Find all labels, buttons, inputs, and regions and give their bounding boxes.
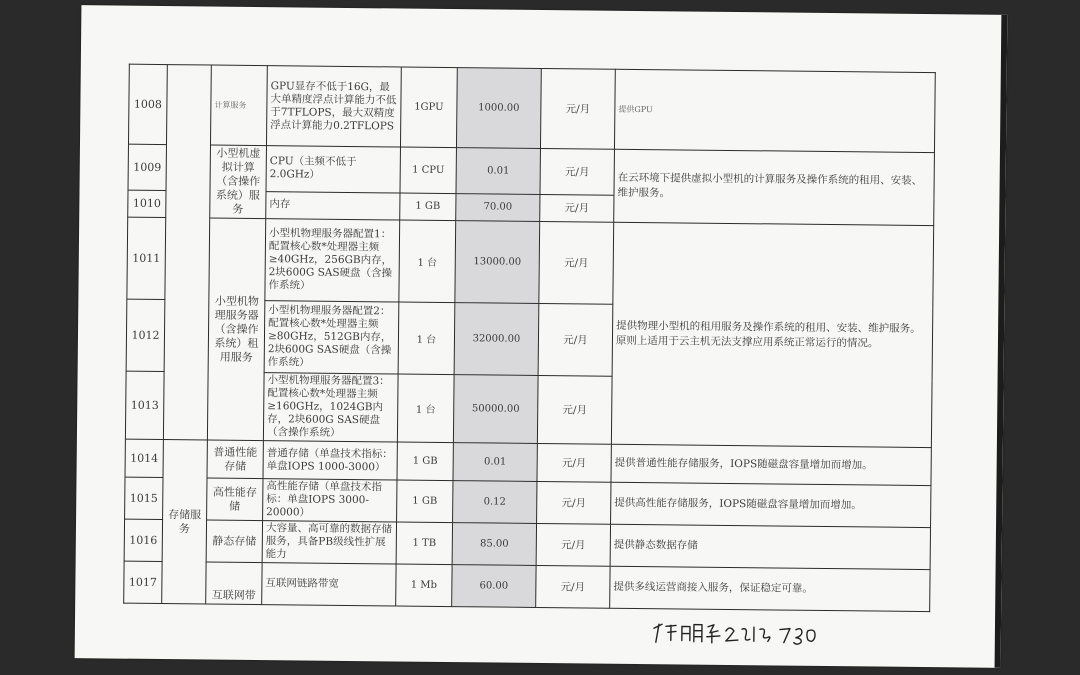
price-cell: 85.00 [452,523,536,566]
unit-cell: 元/月 [537,481,611,524]
spec-cell: 小型机物理服务器配置3：配置核心数*处理器主频≥160GHz，1024GB内存，2块600G SAS硬盘（含操作系统） [263,373,398,442]
unit-cell: 元/月 [540,148,614,194]
spec-cell: 高性能存储（单盘技术指标：单盘IOPS 3000-20000） [263,479,397,522]
spec-cell: CPU（主频不低于2.0GHz） [266,146,400,193]
spec-cell: 内存 [266,191,400,220]
subcategory-cell: 普通性能存储 [207,440,263,479]
description-cell: 提供GPU [614,69,935,152]
quantity-cell: 1 TB [396,522,452,565]
row-id: 1014 [125,439,163,477]
row-id: 1009 [128,144,166,190]
subcategory-cell: 互联网带 [206,562,262,605]
unit-cell: 元/月 [540,194,614,222]
table-row [124,561,930,611]
quantity-cell: 1 CPU [400,147,456,193]
quantity-cell: 1 GB [397,480,453,523]
unit-cell: 元/月 [536,523,610,566]
price-cell: 0.01 [453,443,537,482]
price-cell: 50000.00 [453,375,538,444]
scanned-document-page [75,5,1008,668]
quantity-cell: 1 台 [399,220,456,303]
spec-cell: 小型机物理服务器配置1：配置核心数*处理器主频≥40GHz，256GB内存，2块600G SAS硬盘（含操作系统） [265,219,400,302]
table-row [127,217,934,307]
row-id: 1011 [127,217,166,299]
description-cell: 提供静态数据存储 [610,524,930,569]
row-id: 1012 [126,299,165,371]
subcategory-cell: 小型机虚拟计算（含操作系统）服务 [210,145,267,219]
unit-cell: 元/月 [539,221,614,304]
table-row [128,144,934,198]
price-cell: 60.00 [452,565,536,608]
spec-cell: 普通存储（单盘技术指标：单盘IOPS 1000-3000） [263,441,397,480]
row-id: 1017 [124,561,162,603]
spec-cell: 小型机物理服务器配置2：配置核心数*处理器主频≥80GHz，512GB内存，2块600G SAS硬盘（含操作系统） [264,301,399,374]
subcategory-cell: 高性能存储 [207,478,263,521]
category-cell: 存储服务 [162,440,208,604]
quantity-cell: 1 GB [400,193,456,221]
table-row [128,64,935,152]
description-cell: 提供普通性能存储服务，IOPS随磁盘容量增加而增加。 [611,444,931,485]
description-cell: 提供物理小型机的租用服务及操作系统的租用、安装、维护服务。原则上适用于云主机无法支撑应用系统正常运行的情况。 [611,222,933,447]
description-cell: 在云环境下提供虚拟小型机的计算服务及操作系统的租用、安装、维护服务。 [614,149,935,225]
row-id: 1013 [125,371,164,439]
quantity-cell: 1GPU [400,67,457,148]
spec-cell: GPU显存不低于16G，最大单精度浮点计算能力不低于7TFLOPS，最大双精度浮点计算能力0.2TFLOPS [266,66,401,147]
quantity-cell: 1 GB [397,442,453,481]
row-id: 1008 [128,64,167,144]
quantity-cell: 1 台 [398,302,455,375]
row-id: 1015 [125,477,163,519]
unit-cell: 元/月 [537,375,612,444]
unit-cell: 元/月 [538,303,613,376]
page-edge [995,15,1008,668]
spec-cell: 大容量、高可靠的数据存储服务，具备PB级线性扩展能力 [262,521,396,564]
price-cell: 70.00 [456,193,540,221]
description-cell: 提供多线运营商接入服务，保证稳定可靠。 [610,566,930,611]
unit-cell: 元/月 [536,565,610,608]
handwritten-signature [650,614,830,650]
category-cell [163,65,211,440]
price-cell: 0.12 [453,481,537,524]
price-cell: 13000.00 [455,221,540,304]
spec-cell: 互联网链路带宽 [262,563,396,606]
quantity-cell: 1 Mb [396,564,452,607]
description-cell: 提供高性能存储服务，IOPS随磁盘容量增加而增加。 [611,482,931,527]
quantity-cell: 1 台 [397,374,454,443]
row-id: 1016 [124,519,162,561]
subcategory-cell: 小型机物理服务器（含操作系统）租用服务 [207,218,265,441]
price-cell: 0.01 [456,148,540,195]
price-cell: 1000.00 [456,68,541,149]
subcategory-cell: 静态存储 [206,520,262,563]
service-price-table [123,64,936,612]
subcategory-cell: 计算服务 [210,65,267,146]
unit-cell: 元/月 [537,443,611,482]
row-id: 1010 [128,190,166,218]
unit-cell: 元/月 [540,68,615,149]
price-cell: 32000.00 [454,303,539,376]
